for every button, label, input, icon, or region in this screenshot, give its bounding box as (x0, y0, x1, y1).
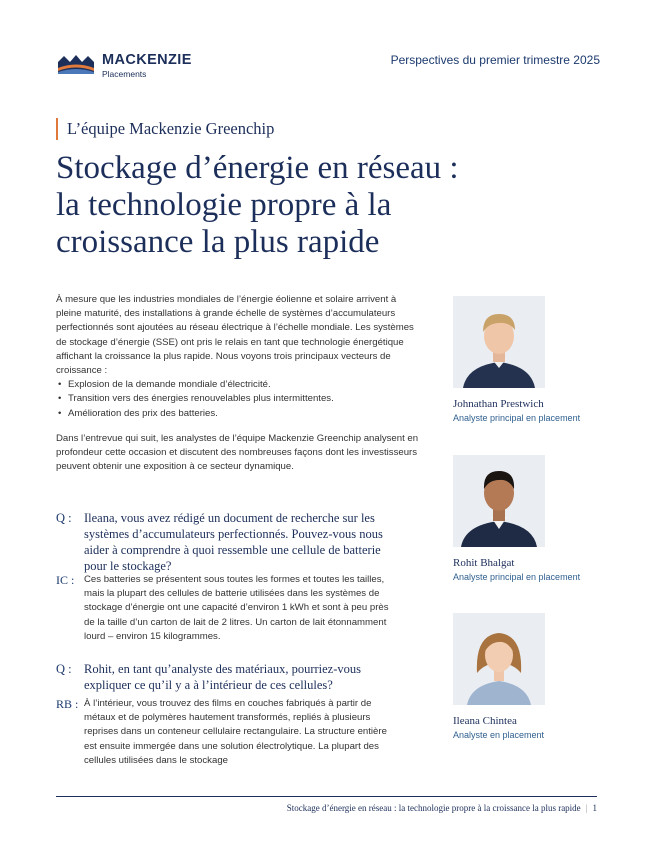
analyst-name: Ileana Chintea (453, 715, 517, 727)
page-header (56, 48, 600, 82)
speaker-key: Q : (56, 511, 72, 525)
answer-text: À l’intérieur, vous trouvez des films en couches fabriqués à partir de métaux et de polymères hautement transformés, repliés à plusieurs reprises dans un conteneur cellulaire rectangulaire. La structure entière est ensuite immergée dans une solution électrolytique. La plupart des cellules utilisées dans le stockage (84, 698, 387, 766)
footer-separator: | (585, 803, 588, 813)
page-footer (287, 803, 597, 813)
growth-drivers-list (56, 378, 421, 421)
footer-divider (56, 796, 597, 797)
person-photo-icon (453, 296, 545, 388)
analyst-role: Analyste principal en placement (453, 413, 581, 423)
footer-title: Stockage d’énergie en réseau : la technologie propre à la croissance la plus rapide (286, 803, 581, 813)
analyst-photo (453, 455, 545, 547)
analyst-card (453, 613, 603, 740)
analyst-name: Johnathan Prestwich (453, 398, 544, 410)
analyst-card (453, 296, 603, 423)
analyst-photo (453, 296, 545, 388)
title-line: la technologie propre à la (56, 187, 392, 223)
analyst-name: Rohit Bhalgat (453, 557, 515, 569)
person-photo-icon (453, 613, 545, 705)
team-label: L’équipe Mackenzie Greenchip (56, 118, 274, 140)
page-number: 1 (592, 803, 597, 813)
logo-subtitle: Placements (102, 69, 147, 79)
intro-section (56, 293, 421, 474)
title-line: Stockage d’énergie en réseau : (56, 150, 459, 186)
speaker-key: IC : (56, 573, 75, 587)
answer-text: Ces batteries se présentent sous toutes les formes et toutes les tailles, mais la plupart des cellules de batterie utilisées dans les systèmes de stockage d’énergie ont une capacité d’environ 1 kWh et sont à peu près de la taille d’un carton de lait de 2 litres. Un carton de lait étonnamment lourd – environ 15 kilogrammes. (84, 574, 389, 642)
publication-title: Perspectives du premier trimestre 2025 (390, 53, 600, 67)
question-text: Ileana, vous avez rédigé un document de recherche sur les systèmes d’accumulateurs perfectionnés. Pouvez-vous nous aider à comprendre à quoi ressemble une cellule de batterie pour le stockage? (84, 511, 383, 573)
list-item: • Explosion de la demande mondiale d’électricité. (56, 378, 421, 392)
analyst-photo (453, 613, 545, 705)
question-text: Rohit, en tant qu’analyste des matériaux, pourriez-vous expliquer ce qu’il y a à l’intérieur de ces cellules? (84, 662, 362, 692)
speaker-key: Q : (56, 662, 72, 676)
answer-block (56, 697, 401, 768)
speaker-key: RB : (56, 697, 79, 711)
title-line: croissance la plus rapide (56, 224, 380, 260)
intro-paragraph: À mesure que les industries mondiales de l’énergie éolienne et solaire arrivent à pleine maturité, des installations à grande échelle de systèmes d’accumulateurs perfectionnés sont ajoutées au réseau électrique à l’échelle mondiale. Les systèmes de stockage d’énergie (SSE) ont pris le relais en tant que technologie énergétique affichant la croissance la plus rapide. Nous voyons trois principaux vecteurs de croissance : (56, 294, 414, 377)
analyst-role: Analyste principal en placement (453, 572, 581, 582)
list-item: • Transition vers des énergies renouvelables plus intermittentes. (56, 392, 421, 406)
list-item: • Amélioration des prix des batteries. (56, 407, 421, 421)
analyst-role: Analyste en placement (453, 730, 545, 740)
logo-wordmark: MACKENZIE (102, 52, 192, 68)
mackenzie-logo-icon (56, 52, 96, 76)
question-block (56, 661, 401, 693)
intro-paragraph: Dans l’entrevue qui suit, les analystes de l’équipe Mackenzie Greenchip analysent en profondeur cette occasion et discutent des nombreuses façons dont les investisseurs peuvent obtenir une exposition à ce secteur dynamique. (56, 432, 419, 473)
page-title (56, 150, 556, 261)
question-block (56, 510, 401, 574)
mackenzie-logo (56, 50, 196, 80)
analyst-card (453, 455, 603, 582)
answer-block (56, 573, 401, 644)
person-photo-icon (453, 455, 545, 547)
